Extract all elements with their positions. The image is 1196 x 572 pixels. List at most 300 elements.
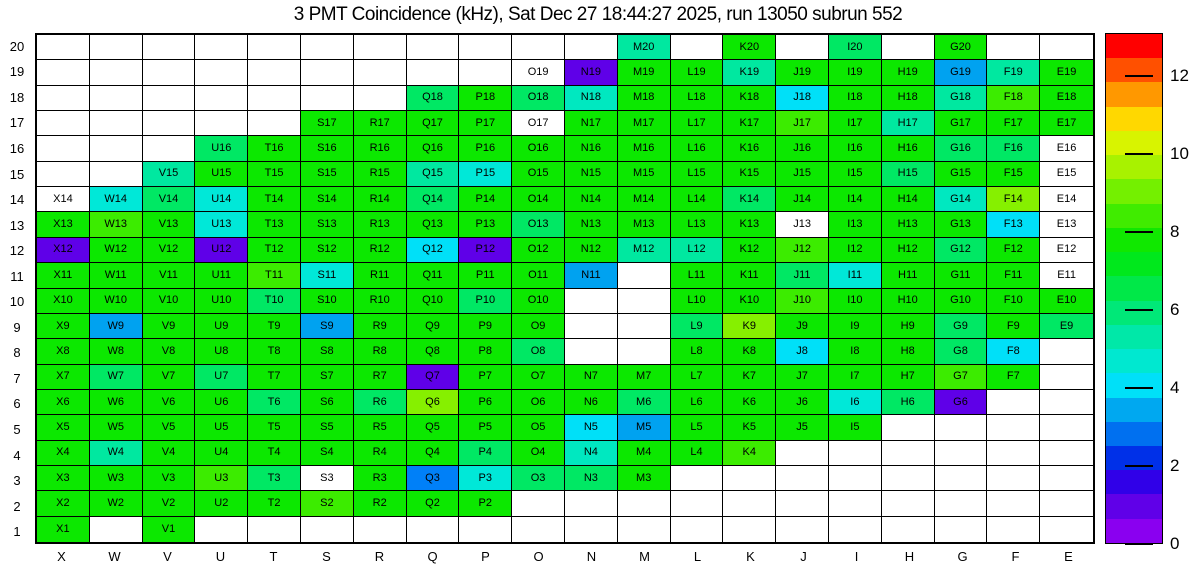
- cell-F14: F14: [987, 187, 1040, 212]
- cell-H14: H14: [882, 187, 935, 212]
- grid-cell-empty: [354, 35, 407, 60]
- colorbar-tick-label-12: 12: [1170, 65, 1189, 85]
- cell-N13: N13: [565, 212, 618, 237]
- cell-S5: S5: [301, 415, 354, 440]
- grid-cell-empty: [882, 35, 935, 60]
- grid-cell-empty: [1040, 466, 1093, 491]
- colorbar-band: [1106, 131, 1162, 155]
- cell-W11: W11: [90, 263, 143, 288]
- cell-K9: K9: [723, 314, 776, 339]
- cell-M15: M15: [618, 162, 671, 187]
- y-tick-label-8: 8: [13, 345, 21, 361]
- cell-E9: E9: [1040, 314, 1093, 339]
- cell-R10: R10: [354, 289, 407, 314]
- cell-H11: H11: [882, 263, 935, 288]
- cell-S8: S8: [301, 339, 354, 364]
- grid-cell-empty: [1040, 415, 1093, 440]
- cell-U13: U13: [195, 212, 248, 237]
- cell-P8: P8: [459, 339, 512, 364]
- cell-L13: L13: [671, 212, 724, 237]
- cell-W13: W13: [90, 212, 143, 237]
- grid-cell-empty: [565, 517, 618, 542]
- cell-P10: P10: [459, 289, 512, 314]
- cell-U15: U15: [195, 162, 248, 187]
- x-tick-label-G: G: [957, 549, 968, 564]
- cell-W9: W9: [90, 314, 143, 339]
- cell-K8: K8: [723, 339, 776, 364]
- x-tick-label-H: H: [904, 549, 915, 564]
- cell-J18: J18: [776, 86, 829, 111]
- cell-Q7: Q7: [407, 365, 460, 390]
- grid-cell-empty: [1040, 441, 1093, 466]
- cell-O10: O10: [512, 289, 565, 314]
- cell-X11: X11: [37, 263, 90, 288]
- cell-E17: E17: [1040, 111, 1093, 136]
- cell-O4: O4: [512, 441, 565, 466]
- cell-L8: L8: [671, 339, 724, 364]
- cell-M12: M12: [618, 238, 671, 263]
- cell-E15: E15: [1040, 162, 1093, 187]
- cell-R17: R17: [354, 111, 407, 136]
- cell-V13: V13: [143, 212, 196, 237]
- grid-cell-empty: [935, 415, 988, 440]
- cell-O8: O8: [512, 339, 565, 364]
- cell-R16: R16: [354, 136, 407, 161]
- x-tick-label-U: U: [215, 549, 226, 564]
- cell-J9: J9: [776, 314, 829, 339]
- cell-J7: J7: [776, 365, 829, 390]
- cell-W10: W10: [90, 289, 143, 314]
- grid-cell-empty: [143, 136, 196, 161]
- y-tick-label-16: 16: [9, 140, 25, 156]
- cell-L12: L12: [671, 238, 724, 263]
- cell-P14: P14: [459, 187, 512, 212]
- cell-M18: M18: [618, 86, 671, 111]
- cell-K15: K15: [723, 162, 776, 187]
- cell-Q2: Q2: [407, 491, 460, 516]
- colorbar-band: [1106, 34, 1162, 58]
- cell-G13: G13: [935, 212, 988, 237]
- colorbar-tick-label-0: 0: [1170, 534, 1180, 553]
- cell-E16: E16: [1040, 136, 1093, 161]
- cell-P9: P9: [459, 314, 512, 339]
- grid-cell-empty: [90, 35, 143, 60]
- cell-F15: F15: [987, 162, 1040, 187]
- grid-cell-empty: [90, 517, 143, 542]
- cell-H13: H13: [882, 212, 935, 237]
- cell-T15: T15: [248, 162, 301, 187]
- colorbar-tick-mark: [1125, 309, 1153, 311]
- grid-cell-empty: [935, 517, 988, 542]
- cell-U7: U7: [195, 365, 248, 390]
- cell-T10: T10: [248, 289, 301, 314]
- y-tick-label-20: 20: [9, 38, 25, 54]
- cell-O7: O7: [512, 365, 565, 390]
- cell-I12: I12: [829, 238, 882, 263]
- cell-S10: S10: [301, 289, 354, 314]
- grid-cell-empty: [565, 339, 618, 364]
- colorbar-band: [1106, 301, 1162, 325]
- cell-O11: O11: [512, 263, 565, 288]
- grid-cell-empty: [882, 415, 935, 440]
- cell-Q10: Q10: [407, 289, 460, 314]
- cell-I6: I6: [829, 390, 882, 415]
- grid-cell-empty: [407, 517, 460, 542]
- grid-cell-empty: [776, 517, 829, 542]
- grid-cell-empty: [195, 35, 248, 60]
- grid-cell-empty: [1040, 390, 1093, 415]
- cell-M17: M17: [618, 111, 671, 136]
- x-tick-label-J: J: [800, 549, 807, 564]
- cell-V7: V7: [143, 365, 196, 390]
- x-tick-label-P: P: [481, 549, 490, 564]
- cell-F13: F13: [987, 212, 1040, 237]
- colorbar-tick-label-2: 2: [1170, 455, 1180, 475]
- cell-S14: S14: [301, 187, 354, 212]
- cell-L15: L15: [671, 162, 724, 187]
- y-tick-label-6: 6: [13, 396, 21, 412]
- grid-cell-empty: [90, 111, 143, 136]
- cell-H19: H19: [882, 60, 935, 85]
- cell-R11: R11: [354, 263, 407, 288]
- cell-O12: O12: [512, 238, 565, 263]
- cell-G6: G6: [935, 390, 988, 415]
- cell-U3: U3: [195, 466, 248, 491]
- colorbar-band: [1106, 494, 1162, 518]
- grid-cell-empty: [248, 86, 301, 111]
- grid-cell-empty: [37, 86, 90, 111]
- cell-T16: T16: [248, 136, 301, 161]
- y-tick-label-4: 4: [13, 447, 21, 463]
- grid-cell-empty: [143, 111, 196, 136]
- cell-U14: U14: [195, 187, 248, 212]
- cell-E14: E14: [1040, 187, 1093, 212]
- grid-cell-empty: [90, 60, 143, 85]
- cell-W6: W6: [90, 390, 143, 415]
- cell-K10: K10: [723, 289, 776, 314]
- cell-T2: T2: [248, 491, 301, 516]
- cell-H6: H6: [882, 390, 935, 415]
- cell-O3: O3: [512, 466, 565, 491]
- grid-cell-empty: [143, 35, 196, 60]
- cell-S16: S16: [301, 136, 354, 161]
- cell-U10: U10: [195, 289, 248, 314]
- cell-M19: M19: [618, 60, 671, 85]
- cell-G19: G19: [935, 60, 988, 85]
- grid-cell-empty: [301, 517, 354, 542]
- cell-L4: L4: [671, 441, 724, 466]
- grid-cell-empty: [459, 35, 512, 60]
- grid-cell-empty: [301, 35, 354, 60]
- colorbar-band: [1106, 58, 1162, 82]
- cell-L14: L14: [671, 187, 724, 212]
- colorbar-band: [1106, 398, 1162, 422]
- cell-O6: O6: [512, 390, 565, 415]
- cell-U4: U4: [195, 441, 248, 466]
- cell-K13: K13: [723, 212, 776, 237]
- colorbar-tick-label-10: 10: [1170, 143, 1189, 163]
- heatmap-grid: [35, 33, 1095, 544]
- cell-F12: F12: [987, 238, 1040, 263]
- cell-R13: R13: [354, 212, 407, 237]
- grid-cell-empty: [512, 491, 565, 516]
- cell-W2: W2: [90, 491, 143, 516]
- x-tick-label-M: M: [639, 549, 650, 564]
- cell-G8: G8: [935, 339, 988, 364]
- colorbar-tick-mark: [1125, 153, 1153, 155]
- cell-X10: X10: [37, 289, 90, 314]
- cell-Q18: Q18: [407, 86, 460, 111]
- cell-U2: U2: [195, 491, 248, 516]
- cell-U16: U16: [195, 136, 248, 161]
- cell-I13: I13: [829, 212, 882, 237]
- cell-E13: E13: [1040, 212, 1093, 237]
- cell-N16: N16: [565, 136, 618, 161]
- cell-F8: F8: [987, 339, 1040, 364]
- grid-cell-empty: [618, 314, 671, 339]
- grid-cell-empty: [776, 491, 829, 516]
- y-tick-label-11: 11: [10, 268, 24, 284]
- cell-Q9: Q9: [407, 314, 460, 339]
- cell-O17: O17: [512, 111, 565, 136]
- y-tick-label-13: 13: [9, 217, 25, 233]
- cell-U11: U11: [195, 263, 248, 288]
- cell-M4: M4: [618, 441, 671, 466]
- grid-cell-empty: [248, 35, 301, 60]
- grid-cell-empty: [37, 136, 90, 161]
- grid-cell-empty: [935, 466, 988, 491]
- cell-X4: X4: [37, 441, 90, 466]
- colorbar-tick-mark: [1125, 387, 1153, 389]
- cell-G17: G17: [935, 111, 988, 136]
- colorbar-tick-label-4: 4: [1170, 377, 1180, 397]
- cell-F17: F17: [987, 111, 1040, 136]
- grid-cell-empty: [882, 517, 935, 542]
- x-tick-label-E: E: [1064, 549, 1073, 564]
- grid-cell-empty: [37, 111, 90, 136]
- cell-N19: N19: [565, 60, 618, 85]
- cell-U9: U9: [195, 314, 248, 339]
- cell-T9: T9: [248, 314, 301, 339]
- cell-Q6: Q6: [407, 390, 460, 415]
- cell-G15: G15: [935, 162, 988, 187]
- cell-X3: X3: [37, 466, 90, 491]
- cell-I18: I18: [829, 86, 882, 111]
- cell-I16: I16: [829, 136, 882, 161]
- cell-N5: N5: [565, 415, 618, 440]
- cell-V2: V2: [143, 491, 196, 516]
- grid-cell-empty: [301, 86, 354, 111]
- cell-U5: U5: [195, 415, 248, 440]
- cell-T3: T3: [248, 466, 301, 491]
- cell-G20: G20: [935, 35, 988, 60]
- cell-G12: G12: [935, 238, 988, 263]
- cell-W8: W8: [90, 339, 143, 364]
- cell-P4: P4: [459, 441, 512, 466]
- cell-Q14: Q14: [407, 187, 460, 212]
- y-tick-label-14: 14: [9, 192, 25, 208]
- cell-P16: P16: [459, 136, 512, 161]
- y-tick-label-12: 12: [9, 243, 25, 259]
- cell-K5: K5: [723, 415, 776, 440]
- cell-V3: V3: [143, 466, 196, 491]
- grid-cell-empty: [195, 86, 248, 111]
- cell-V6: V6: [143, 390, 196, 415]
- cell-R3: R3: [354, 466, 407, 491]
- x-tick-label-R: R: [374, 549, 385, 564]
- grid-cell-empty: [882, 466, 935, 491]
- grid-cell-empty: [143, 60, 196, 85]
- cell-W14: W14: [90, 187, 143, 212]
- cell-T4: T4: [248, 441, 301, 466]
- cell-I7: I7: [829, 365, 882, 390]
- grid-cell-empty: [1040, 365, 1093, 390]
- grid-cell-empty: [407, 35, 460, 60]
- cell-R9: R9: [354, 314, 407, 339]
- colorbar-band: [1106, 276, 1162, 300]
- cell-H12: H12: [882, 238, 935, 263]
- cell-K18: K18: [723, 86, 776, 111]
- y-tick-label-10: 10: [9, 294, 25, 310]
- cell-N11: N11: [565, 263, 618, 288]
- cell-U12: U12: [195, 238, 248, 263]
- colorbar-band: [1106, 252, 1162, 276]
- y-tick-label-2: 2: [13, 498, 21, 514]
- colorbar-band: [1106, 107, 1162, 131]
- cell-L5: L5: [671, 415, 724, 440]
- cell-I14: I14: [829, 187, 882, 212]
- colorbar-tick-mark: [1125, 543, 1153, 545]
- cell-H8: H8: [882, 339, 935, 364]
- grid-cell-empty: [618, 339, 671, 364]
- cell-G11: G11: [935, 263, 988, 288]
- cell-L9: L9: [671, 314, 724, 339]
- cell-I10: I10: [829, 289, 882, 314]
- x-tick-label-O: O: [533, 549, 544, 564]
- cell-I17: I17: [829, 111, 882, 136]
- grid-cell-empty: [987, 466, 1040, 491]
- cell-V10: V10: [143, 289, 196, 314]
- grid-cell-empty: [618, 517, 671, 542]
- grid-cell-empty: [512, 35, 565, 60]
- cell-O9: O9: [512, 314, 565, 339]
- cell-G10: G10: [935, 289, 988, 314]
- cell-E12: E12: [1040, 238, 1093, 263]
- cell-T5: T5: [248, 415, 301, 440]
- cell-I9: I9: [829, 314, 882, 339]
- cell-J12: J12: [776, 238, 829, 263]
- grid-cell-empty: [935, 441, 988, 466]
- cell-P12: P12: [459, 238, 512, 263]
- grid-cell-empty: [776, 441, 829, 466]
- cell-S13: S13: [301, 212, 354, 237]
- cell-M14: M14: [618, 187, 671, 212]
- cell-K14: K14: [723, 187, 776, 212]
- y-tick-label-17: 17: [9, 115, 25, 131]
- grid-cell-empty: [37, 35, 90, 60]
- grid-cell-empty: [248, 111, 301, 136]
- cell-S6: S6: [301, 390, 354, 415]
- cell-I8: I8: [829, 339, 882, 364]
- colorbar-tick-mark: [1125, 231, 1153, 233]
- y-tick-label-9: 9: [13, 319, 21, 335]
- grid-cell-empty: [882, 491, 935, 516]
- cell-L16: L16: [671, 136, 724, 161]
- colorbar-band: [1106, 179, 1162, 203]
- cell-K20: K20: [723, 35, 776, 60]
- cell-H9: H9: [882, 314, 935, 339]
- grid-cell-empty: [723, 466, 776, 491]
- chart-title: 3 PMT Coincidence (kHz), Sat Dec 27 18:44:27 2025, run 13050 subrun 552: [293, 4, 903, 25]
- grid-cell-empty: [723, 517, 776, 542]
- cell-I5: I5: [829, 415, 882, 440]
- grid-cell-empty: [565, 491, 618, 516]
- cell-S4: S4: [301, 441, 354, 466]
- grid-cell-empty: [90, 86, 143, 111]
- grid-cell-empty: [565, 314, 618, 339]
- grid-cell-empty: [987, 441, 1040, 466]
- cell-M16: M16: [618, 136, 671, 161]
- grid-cell-empty: [354, 86, 407, 111]
- cell-J8: J8: [776, 339, 829, 364]
- cell-O19: O19: [512, 60, 565, 85]
- y-tick-label-19: 19: [9, 64, 25, 80]
- cell-N4: N4: [565, 441, 618, 466]
- x-tick-label-V: V: [163, 549, 172, 564]
- x-tick-label-N: N: [586, 549, 597, 564]
- cell-K17: K17: [723, 111, 776, 136]
- grid-cell-empty: [37, 60, 90, 85]
- y-tick-label-7: 7: [13, 370, 21, 386]
- grid-cell-empty: [671, 35, 724, 60]
- cell-P7: P7: [459, 365, 512, 390]
- grid-cell-empty: [776, 35, 829, 60]
- y-tick-label-18: 18: [9, 89, 25, 105]
- grid-cell-empty: [143, 86, 196, 111]
- cell-F9: F9: [987, 314, 1040, 339]
- colorbar-band: [1106, 82, 1162, 106]
- cell-I15: I15: [829, 162, 882, 187]
- cell-L7: L7: [671, 365, 724, 390]
- colorbar-tick-label-6: 6: [1170, 299, 1180, 319]
- grid-cell-empty: [1040, 35, 1093, 60]
- grid-cell-empty: [882, 441, 935, 466]
- grid-cell-empty: [723, 491, 776, 516]
- cell-N15: N15: [565, 162, 618, 187]
- cell-V15: V15: [143, 162, 196, 187]
- cell-X6: X6: [37, 390, 90, 415]
- cell-R14: R14: [354, 187, 407, 212]
- cell-F11: F11: [987, 263, 1040, 288]
- colorbar-band: [1106, 422, 1162, 446]
- cell-V1: V1: [143, 517, 196, 542]
- grid-cell-empty: [90, 136, 143, 161]
- cell-T11: T11: [248, 263, 301, 288]
- colorbar-band: [1106, 349, 1162, 373]
- cell-N6: N6: [565, 390, 618, 415]
- cell-G9: G9: [935, 314, 988, 339]
- grid-cell-empty: [459, 60, 512, 85]
- cell-E10: E10: [1040, 289, 1093, 314]
- x-tick-label-Q: Q: [427, 549, 438, 564]
- cell-X5: X5: [37, 415, 90, 440]
- cell-T13: T13: [248, 212, 301, 237]
- cell-R8: R8: [354, 339, 407, 364]
- grid-cell-empty: [829, 491, 882, 516]
- cell-G16: G16: [935, 136, 988, 161]
- x-tick-label-L: L: [693, 549, 702, 564]
- x-tick-label-K: K: [746, 549, 755, 564]
